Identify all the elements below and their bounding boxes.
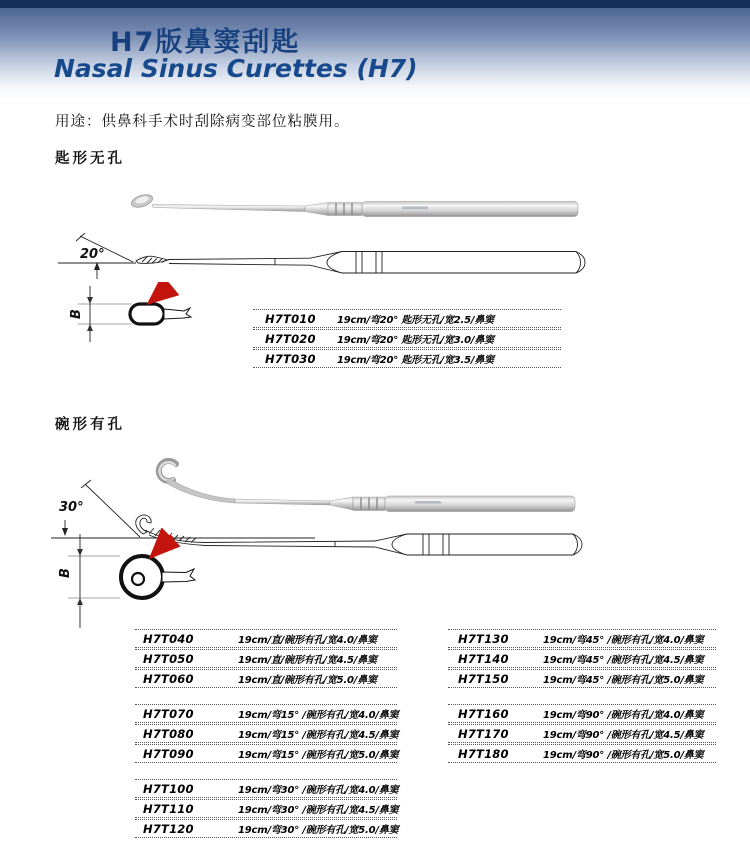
bowl-models-table-30deg	[135, 779, 397, 838]
model-spec: 19cm/弯30° /碗形有孔/宽5.0/鼻窦	[238, 825, 399, 836]
grip-ring-lines	[356, 252, 382, 274]
model-code: H7T050	[143, 651, 194, 666]
table-row	[448, 629, 716, 648]
model-spec: 19cm/弯30° /碗形有孔/宽4.0/鼻窦	[238, 785, 399, 796]
model-spec: 19cm/直/碗形有孔/宽5.0/鼻窦	[238, 675, 377, 686]
model-code: H7T150	[458, 671, 509, 686]
model-spec: 19cm/弯90° /碗形有孔/宽4.0/鼻窦	[543, 710, 704, 721]
model-code: H7T140	[458, 651, 509, 666]
dim-label: B	[69, 309, 84, 319]
model-spec: 19cm/弯20° 匙形无孔/宽3.5/鼻窦	[337, 355, 494, 366]
page-title-zh: H7版鼻窦刮匙	[110, 27, 301, 58]
model-code: H7T180	[458, 746, 509, 761]
model-spec: 19cm/弯45° /碗形有孔/宽4.5/鼻窦	[543, 655, 704, 666]
section-label-spoon: 匙形无孔	[55, 151, 125, 167]
table-row	[253, 349, 561, 368]
model-code: H7T130	[458, 631, 509, 646]
model-code: H7T100	[143, 781, 194, 796]
table-row	[135, 799, 397, 818]
model-code: H7T010	[265, 311, 316, 326]
model-code: H7T110	[143, 801, 194, 816]
red-arrow-icon	[152, 536, 172, 556]
table-row	[135, 649, 397, 668]
table-row	[448, 704, 716, 723]
tip-hole	[132, 573, 144, 585]
model-spec: 19cm/直/碗形有孔/宽4.5/鼻窦	[238, 655, 377, 666]
model-code: H7T120	[143, 821, 194, 836]
bowl-models-table-15deg	[135, 704, 397, 763]
table-row	[135, 704, 397, 723]
model-code: H7T070	[143, 706, 194, 721]
page-title-en: Nasal Sinus Curettes (H7)	[54, 54, 418, 83]
table-row	[135, 669, 397, 688]
model-code: H7T080	[143, 726, 194, 741]
model-spec: 19cm/弯20° 匙形无孔/宽2.5/鼻窦	[337, 315, 494, 326]
model-spec: 19cm/弯45° /碗形有孔/宽4.0/鼻窦	[543, 635, 704, 646]
model-code: H7T160	[458, 706, 509, 721]
model-code: H7T060	[143, 671, 194, 686]
model-code: H7T090	[143, 746, 194, 761]
spoon-cross-section	[66, 282, 226, 362]
model-code: H7T170	[458, 726, 509, 741]
table-row	[135, 819, 397, 838]
model-spec: 19cm/弯15° /碗形有孔/宽5.0/鼻窦	[238, 750, 399, 761]
model-code: H7T020	[265, 331, 316, 346]
model-spec: 19cm/弯15° /碗形有孔/宽4.5/鼻窦	[238, 730, 399, 741]
table-row	[448, 744, 716, 763]
model-spec: 19cm/弯15° /碗形有孔/宽4.0/鼻窦	[238, 710, 399, 721]
red-arrow-icon	[150, 287, 168, 302]
model-spec: 19cm/弯90° /碗形有孔/宽4.5/鼻窦	[543, 730, 704, 741]
spoon-models-table	[253, 309, 561, 368]
hatched-tip	[136, 256, 168, 263]
angle-label: 20°	[80, 247, 105, 262]
model-spec: 19cm/弯45° /碗形有孔/宽5.0/鼻窦	[543, 675, 704, 686]
table-row	[135, 779, 397, 798]
table-row	[135, 724, 397, 743]
model-spec: 19cm/弯90° /碗形有孔/宽5.0/鼻窦	[543, 750, 704, 761]
model-spec: 19cm/弯20° 匙形无孔/宽3.0/鼻窦	[337, 335, 494, 346]
table-row	[135, 629, 397, 648]
model-code: H7T040	[143, 631, 194, 646]
section-label-bowl: 碗形有孔	[55, 417, 125, 433]
bowl-models-table-90deg	[448, 704, 716, 763]
model-spec: 19cm/直/碗形有孔/宽4.0/鼻窦	[238, 635, 377, 646]
etched-marking	[402, 207, 428, 210]
model-spec: 19cm/弯30° /碗形有孔/宽4.5/鼻窦	[238, 805, 399, 816]
table-row	[253, 329, 561, 348]
table-row	[448, 724, 716, 743]
model-code: H7T030	[265, 351, 316, 366]
bowl-models-table-straight	[135, 629, 397, 688]
header-top-bar	[0, 0, 750, 8]
table-row	[448, 649, 716, 668]
bowl-cross-section	[58, 528, 228, 638]
spoon-curette-photo	[100, 183, 590, 231]
angle-label: 30°	[59, 500, 84, 515]
table-row	[253, 309, 561, 328]
bowl-models-table-45deg	[448, 629, 716, 688]
usage-text: 用途：供鼻科手术时刮除病变部位粘膜用。	[55, 114, 350, 130]
spoon-tip	[130, 192, 154, 209]
grip-ring-lines	[423, 534, 449, 555]
dim-label: B	[58, 568, 73, 578]
table-row	[135, 744, 397, 763]
table-row	[448, 669, 716, 688]
